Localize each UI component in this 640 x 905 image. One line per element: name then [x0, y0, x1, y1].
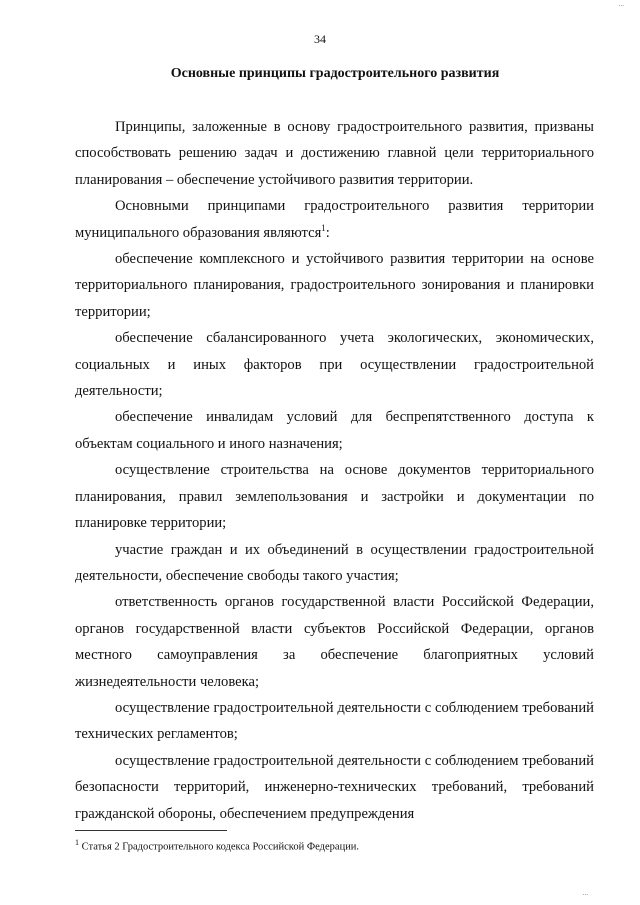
footnote [75, 838, 595, 853]
principle-item: обеспечение комплексного и устойчивого развития территории на основе территориального планирования, градостроительного зонирования и планировки территории; [75, 251, 594, 320]
principle-item: осуществление градостроительной деятельности с соблюдением требований безопасности территорий, инженерно-технических требований, требований гражданской обороны, обеспечением предупреждения [75, 752, 594, 822]
principle-item: осуществление градостроительной деятельности с соблюдением требований технических регламентов; [75, 699, 594, 743]
footnote-reference: 1 [321, 222, 326, 233]
paragraph-intro: Принципы, заложенные в основу градостроительного развития, призваны способствовать решению задач и достижению главной цели территориального планирования – обеспечение устойчивого развития территории. [75, 119, 594, 188]
footnote-text: Статья 2 Градостроительного кодекса Российской Федерации. [81, 841, 360, 853]
document-body [75, 114, 594, 827]
paragraph-principles-lead [75, 193, 594, 246]
principle-item: обеспечение сбалансированного учета экологических, экономических, социальных и иных факторов при осуществлении градостроительной деятельности; [75, 330, 594, 400]
scan-mark-bottom: ... [582, 889, 588, 897]
page-title: Основные принципы градостроительного развития [170, 66, 500, 81]
principle-item: участие граждан и их объединений в осуществлении градостроительной деятельности, обеспечение свободы такого участия; [75, 541, 594, 584]
footnote-divider [75, 830, 227, 831]
page-number: 34 [314, 32, 326, 46]
paragraph-principles-lead-colon: : [325, 224, 330, 241]
principle-item: ответственность органов государственной власти Российской Федерации, органов государственной власти субъектов Российской Федерации, органов местного самоуправления за обеспечение благоприятных условий жизнедеятельности человека; [75, 594, 594, 690]
principle-item: обеспечение инвалидам условий для беспрепятственного доступа к объектам социального и иного назначения; [75, 409, 594, 452]
paragraph-principles-lead-text: Основными принципами градостроительного развития территории муниципального образования являются [75, 198, 594, 241]
scan-mark-top: ... [618, 0, 624, 8]
footnote-marker: 1 [75, 838, 79, 847]
principle-item: осуществление строительства на основе документов территориального планирования, правил землепользования и застройки и документации по планировке территории; [75, 462, 594, 532]
